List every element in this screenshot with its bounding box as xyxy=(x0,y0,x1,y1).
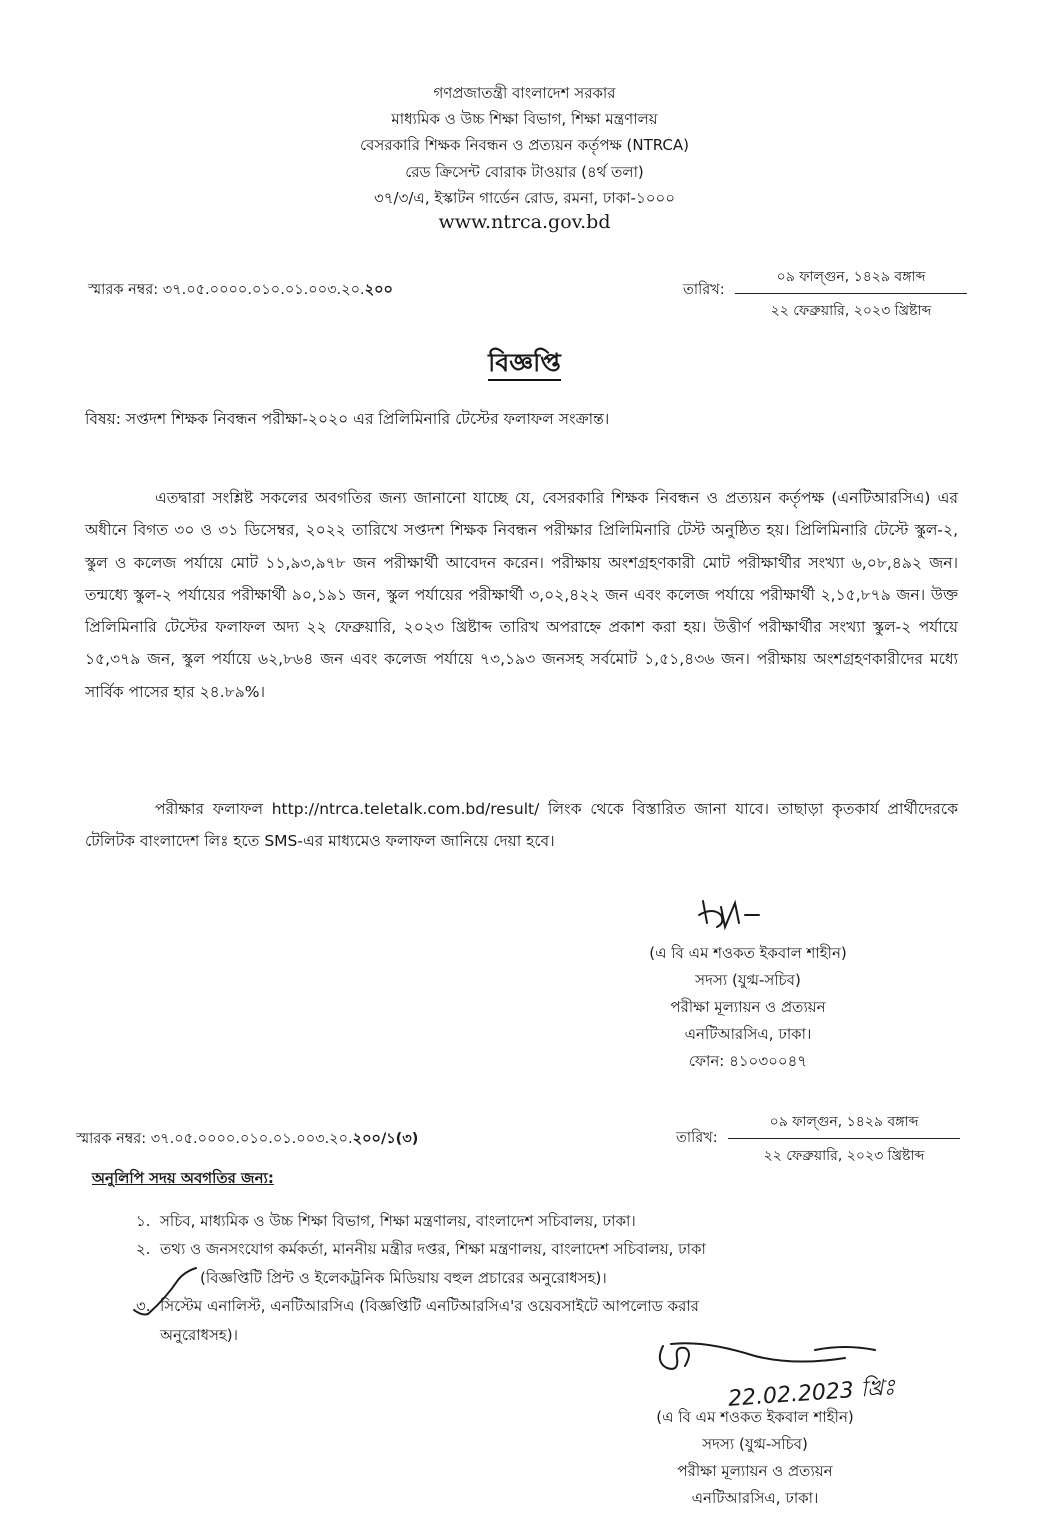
date-bangla: ০৯ ফাল্গুন, ১৪২৯ বঙ্গাব্দ xyxy=(776,269,926,285)
header-website[interactable]: www.ntrca.gov.bd xyxy=(438,211,611,233)
signatory-designation: সদস্য (যুগ্ম-সচিব) xyxy=(695,971,801,989)
handwritten-date: 22.02.2023 খ্রিঃ xyxy=(727,1375,896,1412)
signature-block-2 xyxy=(605,1404,905,1512)
date-divider xyxy=(728,1138,960,1139)
header-ministry: মাধ্যমিক ও উচ্চ শিক্ষা বিভাগ, শিক্ষা মন্ত্রণালয় xyxy=(391,110,658,128)
memo-number-1 xyxy=(88,279,393,303)
signatory-department: পরীক্ষা মূল্যায়ন ও প্রত্যয়ন xyxy=(677,1462,833,1480)
date-label-2: তারিখ: xyxy=(676,1130,718,1146)
signature-block-1 xyxy=(598,940,898,1075)
memo-number-prefix: স্মারক নম্বর: ৩৭.০৫.০০০০.০১০.০১.০০৩.২০. xyxy=(88,282,365,298)
date-english: ২২ ফেব্রুয়ারি, ২০২৩ খ্রিষ্টাব্দ xyxy=(763,1148,925,1164)
date-divider xyxy=(735,293,967,294)
date-english: ২২ ফেব্রুয়ারি, ২০২৩ খ্রিষ্টাব্দ xyxy=(770,303,932,319)
signatory-designation: সদস্য (যুগ্ম-সচিব) xyxy=(702,1435,808,1453)
body-paragraph-1: এতদ্বারা সংশ্লিষ্ট সকলের অবগতির জন্য জানানো যাচ্ছে যে, বেসরকারি শিক্ষক নিবন্ধন ও প্রত্যয়ন কর্তৃপক্ষ (এনটিআরসিএ) এর অধীনে বিগত ৩০ ও ৩১ ডিসেম্বর, ২০২২ তারিখে সপ্তদশ শিক্ষক নিবন্ধন পরীক্ষার প্রিলিমিনারি টেস্ট অনুষ্ঠিত হয়। প্রিলিমিনারি টেস্টে স্কুল-২, স্কুল ও কলেজ পর্যায়ে মোট ১১,৯৩,৯৭৮ জন পরীক্ষার্থী আবেদন করেন। পরীক্ষায় অংশগ্রহণকারী মোট পরীক্ষার্থীর সংখ্যা ৬,০৮,৪৯২ জন। তন্মধ্যে স্কুল-২ পর্যায়ের পরীক্ষার্থী ৯০,১৯১ জন, স্কুল পর্যায়ের পরীক্ষার্থী ৩,০২,৪২২ জন এবং কলেজ পর্যায়ে পরীক্ষার্থী ২,১৫,৮৭৯ জন। উক্ত প্রিলিমিনারি টেস্টের ফলাফল অদ্য ২২ ফেব্রুয়ারি, ২০২৩ খ্রিষ্টাব্দ তারিখ অপরাহ্নে প্রকাশ করা হয়। উত্তীর্ণ পরীক্ষার্থীর সংখ্যা স্কুল-২ পর্যায়ে ১৫,৩৭৯ জন, স্কুল পর্যায়ে ৬২,৮৬৪ জন এবং কলেজ পর্যায়ে ৭৩,১৯৩ জনসহ সর্বমোট ১,৫১,৪৩৬ জন। পরীক্ষায় অংশগ্রহণকারীদের মধ্যে সার্বিক পাসের হার ২৪.৮৯%। xyxy=(85,489,958,701)
memo-number-bold: ২০০ xyxy=(364,282,393,298)
header-address: ৩৭/৩/এ, ইস্কাটন গার্ডেন রোড, রমনা, ঢাকা-১০০০ xyxy=(374,189,675,207)
signatory-department: পরীক্ষা মূল্যায়ন ও প্রত্যয়ন xyxy=(670,998,826,1016)
body-paragraph-2: পরীক্ষার ফলাফল http://ntrca.teletalk.com.bd/result/ লিংক থেকে বিস্তারিত জানা যাবে। তাছাড়া কৃতকার্য প্রার্থীদেরকে টেলিটক বাংলাদেশ লিঃ হতে SMS-এর মাধ্যমেও ফলাফল জানিয়ে দেয়া হবে। xyxy=(85,800,958,851)
signatory-office: এনটিআরসিএ, ঢাকা। xyxy=(684,1025,812,1043)
header-building: রেড ক্রিসেন্ট বোরাক টাওয়ার (৪র্থ তলা) xyxy=(405,163,644,181)
memo-number-bold: ২০০/১(৩) xyxy=(352,1131,419,1147)
cc-item-text: সচিব, মাধ্যমিক ও উচ্চ শিক্ষা বিভাগ, শিক্ষা মন্ত্রণালয়, বাংলাদেশ সচিবালয়, ঢাকা। xyxy=(160,1212,636,1230)
checkmark-icon xyxy=(126,1258,206,1328)
cc-item-text-cont: অনুরোধসহ)। xyxy=(160,1326,238,1344)
signatory-name: (এ বি এম শওকত ইকবাল শাহীন) xyxy=(649,944,847,962)
cc-item-text: সিস্টেম এনালিস্ট, এনটিআরসিএ (বিজ্ঞপ্তিটি এনটিআরসিএ'র ওয়েবসাইটে আপলোড করার xyxy=(160,1297,699,1315)
cc-item-2 xyxy=(136,1235,950,1293)
signatory-name: (এ বি এম শওকত ইকবাল শাহীন) xyxy=(656,1408,854,1426)
cc-heading: অনুলিপি সদয় অবগতির জন্য: xyxy=(92,1169,274,1187)
signature-mark-1 xyxy=(695,893,775,933)
cc-item-1 xyxy=(136,1207,950,1236)
signatory-office: এনটিআরসিএ, ঢাকা। xyxy=(691,1489,819,1507)
memo-number-2 xyxy=(76,1128,418,1152)
memo-number-prefix: স্মারক নম্বর: ৩৭.০৫.০০০০.০১০.০১.০০৩.২০. xyxy=(76,1131,353,1147)
date-block-2 xyxy=(728,1110,960,1168)
date-label-1: তারিখ: xyxy=(683,282,725,298)
cc-item-text: তথ্য ও জনসংযোগ কর্মকর্তা, মাননীয় মন্ত্রীর দপ্তর, শিক্ষা মন্ত্রণালয়, বাংলাদেশ সচিবালয়, ঢাকা xyxy=(160,1240,706,1258)
signatory-phone: ফোন: ৪১০৩০০৪৭ xyxy=(688,1052,808,1070)
cc-item-number: ১. xyxy=(136,1212,151,1230)
header-govt: গণপ্রজাতন্ত্রী বাংলাদেশ সরকার xyxy=(433,84,616,102)
cc-item-text-cont: (বিজ্ঞপ্তিটি প্রিন্ট ও ইলেকট্রনিক মিডিয়ায় বহুল প্রচারের অনুরোধসহ)। xyxy=(200,1269,607,1287)
cc-item-number: ২. xyxy=(136,1240,151,1258)
notice-title: বিজ্ঞপ্তি xyxy=(0,343,1049,386)
notice-subject: বিষয়: সপ্তদশ শিক্ষক নিবন্ধন পরীক্ষা-২০২০ এর প্রিলিমিনারি টেস্টের ফলাফল সংক্রান্ত। xyxy=(85,410,610,428)
header-authority: বেসরকারি শিক্ষক নিবন্ধন ও প্রত্যয়ন কর্তৃপক্ষ (NTRCA) xyxy=(359,136,690,154)
date-block-1 xyxy=(735,265,967,323)
date-bangla: ০৯ ফাল্গুন, ১৪২৯ বঙ্গাব্দ xyxy=(769,1114,919,1130)
cc-item-number: ৩. xyxy=(136,1297,151,1315)
